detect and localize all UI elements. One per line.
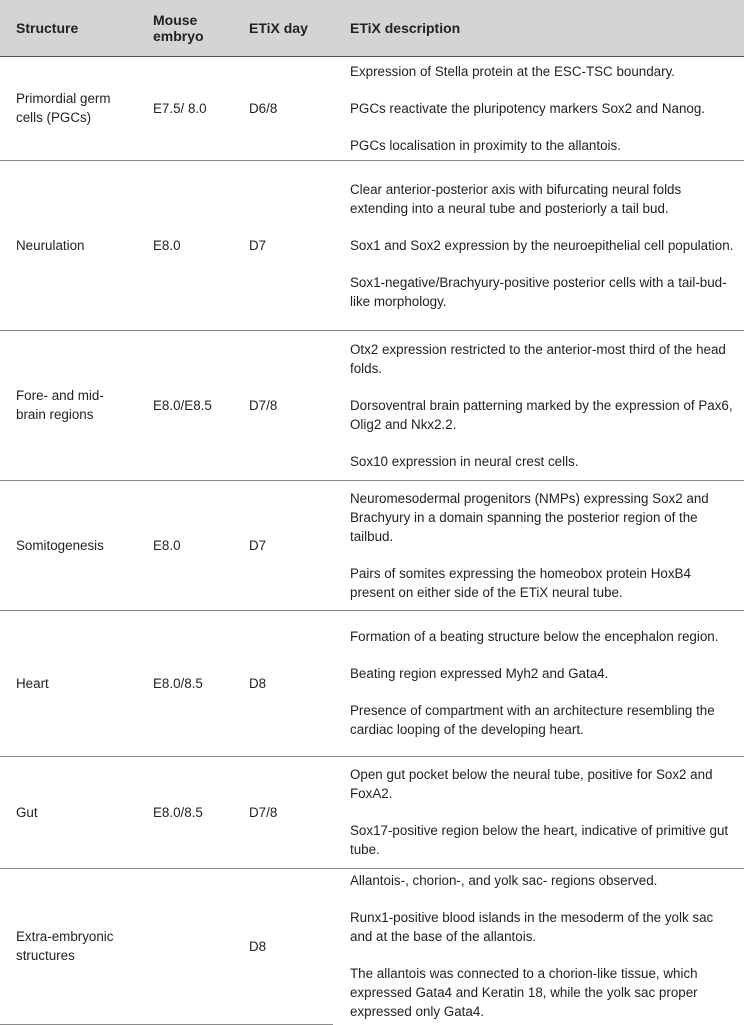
description-paragraph: Runx1-positive blood islands in the mesoderm of the yolk sac and at the base of the allantois. [350, 910, 714, 945]
description-paragraph: PGCs localisation in proximity to the allantois. [350, 137, 621, 153]
etix-day-cell: D7/8 [233, 756, 333, 868]
etix-day-cell: D6/8 [233, 56, 333, 160]
description-paragraph: Sox10 expression in neural crest cells. [350, 453, 579, 469]
header-structure: Structure [0, 0, 135, 56]
description-paragraph: Expression of Stella protein at the ESC-TSC boundary. [350, 63, 676, 79]
mouse-embryo-cell: E8.0/8.5 [135, 756, 233, 868]
mouse-embryo-cell: E8.0 [135, 160, 233, 330]
mouse-embryo-cell: E8.0 [135, 480, 233, 610]
structure-cell: Fore- and mid-brain regions [0, 330, 135, 480]
description-paragraph: Open gut pocket below the neural tube, positive for Sox2 and FoxA2. [350, 767, 713, 801]
table-row [0, 330, 744, 480]
etix-day-cell: D7 [233, 480, 333, 610]
description-paragraph: Sox1-negative/Brachyury-positive posterior cells with a tail-bud-like morphology. [350, 274, 727, 309]
structure-cell: Gut [0, 756, 135, 868]
table-row [0, 756, 744, 868]
table-row [0, 160, 744, 330]
description-cell [333, 610, 744, 756]
etix-day-cell: D7 [233, 160, 333, 330]
table-row [0, 56, 744, 160]
description-paragraph: Sox1 and Sox2 expression by the neuroepithelial cell population. [350, 237, 734, 253]
description-paragraph: The allantois was connected to a chorion-like tissue, which expressed Gata4 and Keratin 18, while the yolk sac proper expressed only Gata4. [350, 966, 698, 1020]
header-etix-day: ETiX day [233, 0, 333, 56]
table-row [0, 480, 744, 610]
description-paragraph: Allantois-, chorion-, and yolk sac- regions observed. [350, 873, 658, 889]
description-paragraph: Beating region expressed Myh2 and Gata4. [350, 666, 609, 681]
table-row [0, 868, 744, 1024]
description-paragraph: Dorsoventral brain patterning marked by the expression of Pax6, Olig2 and Nkx2.2. [350, 397, 733, 432]
description-paragraph: Presence of compartment with an architecture resembling the cardiac looping of the developing heart. [350, 703, 715, 737]
description-cell [333, 480, 744, 610]
description-paragraph: Neuromesodermal progenitors (NMPs) expressing Sox2 and Brachyury in a domain spanning the posterior region of the tailbud. [350, 490, 709, 544]
description-cell [333, 56, 744, 160]
mouse-embryo-cell: E8.0/E8.5 [135, 330, 233, 480]
table-header-row [0, 0, 744, 56]
description-cell [333, 160, 744, 330]
etix-day-cell: D8 [233, 610, 333, 756]
structure-cell: Somitogenesis [0, 480, 135, 610]
etix-day-cell: D8 [233, 868, 333, 1024]
description-paragraph: PGCs reactivate the pluripotency markers Sox2 and Nanog. [350, 100, 706, 116]
description-paragraph: Clear anterior-posterior axis with bifurcating neural folds extending into a neural tube and posteriorly a tail bud. [350, 181, 682, 216]
description-paragraph: Pairs of somites expressing the homeobox protein HoxB4 present on either side of the ETiX neural tube. [350, 565, 691, 600]
mouse-embryo-cell: E7.5/ 8.0 [135, 56, 233, 160]
structure-cell: Neurulation [0, 160, 135, 330]
header-mouse-embryo: Mouse embryo [135, 0, 233, 56]
header-etix-description: ETiX description [333, 0, 744, 56]
description-paragraph: Sox17-positive region below the heart, indicative of primitive gut tube. [350, 823, 729, 857]
description-cell [333, 756, 744, 868]
structure-cell: Extra-embryonic structures [0, 868, 135, 1024]
description-cell [333, 868, 744, 1024]
mouse-embryo-cell [135, 868, 233, 1024]
table-row [0, 610, 744, 756]
description-paragraph: Formation of a beating structure below the encephalon region. [350, 629, 719, 644]
structure-cell: Primordial germ cells (PGCs) [0, 56, 135, 160]
description-paragraph: Otx2 expression restricted to the anterior-most third of the head folds. [350, 341, 726, 376]
structure-cell: Heart [0, 610, 135, 756]
description-cell [333, 330, 744, 480]
etix-day-cell: D7/8 [233, 330, 333, 480]
mouse-embryo-cell: E8.0/8.5 [135, 610, 233, 756]
